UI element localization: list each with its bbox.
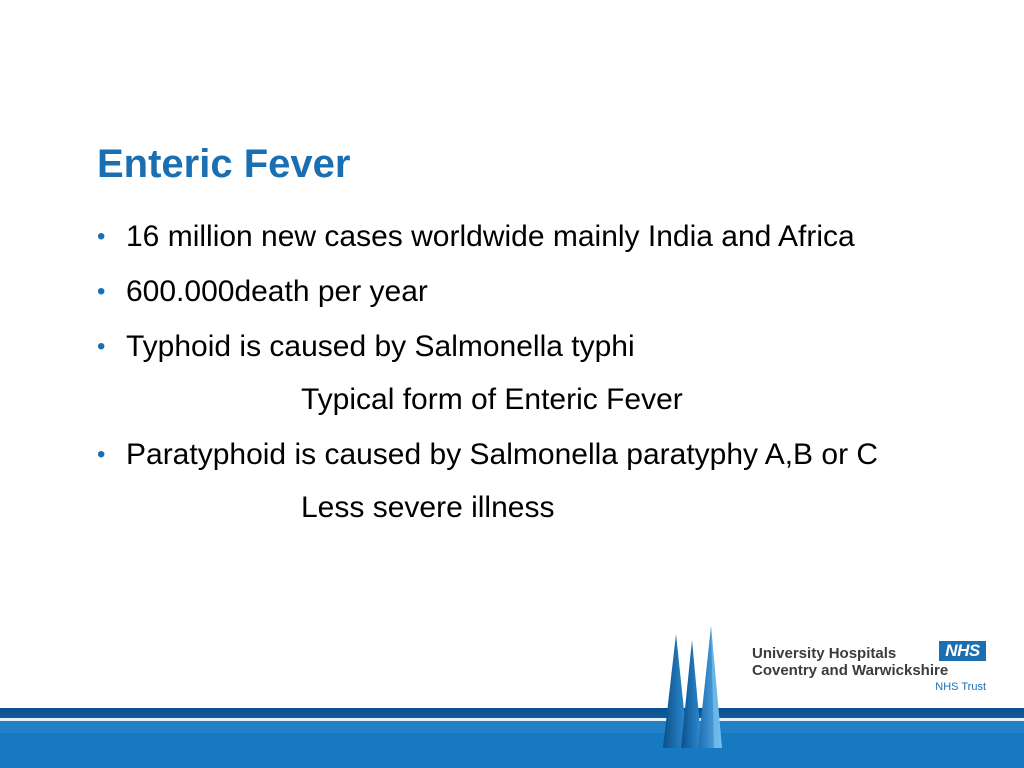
bullet-subline: Typical form of Enteric Fever (301, 383, 683, 416)
logo-line-2: Coventry and Warwickshire (752, 662, 949, 679)
logo-line-1: University Hospitals (752, 645, 897, 662)
nhs-trust-label: NHS Trust (935, 681, 986, 693)
bullet-item (97, 325, 917, 368)
nhs-badge: NHS (939, 641, 986, 661)
bullet-item (97, 433, 917, 476)
bullet-text: Paratyphoid is caused by Salmonella paratyphy A,B or C (126, 438, 879, 471)
bullet-subline: Less severe illness (301, 491, 555, 524)
bullet-text: Typhoid is caused by Salmonella typhi (126, 330, 635, 363)
footer-separator (0, 718, 1024, 721)
footer-dark-band (0, 708, 1024, 718)
bullet-item (97, 215, 917, 258)
spire-middle (681, 640, 702, 748)
nhs-logo (752, 641, 1012, 701)
bullet-text: 16 million new cases worldwide mainly India and Africa (126, 220, 855, 253)
footer-main-band-shade (0, 721, 1024, 733)
bullet-list (97, 215, 917, 529)
bullet-item (97, 270, 917, 313)
slide-title: Enteric Fever (97, 142, 351, 186)
bullet-text: 600.000death per year (126, 275, 428, 308)
